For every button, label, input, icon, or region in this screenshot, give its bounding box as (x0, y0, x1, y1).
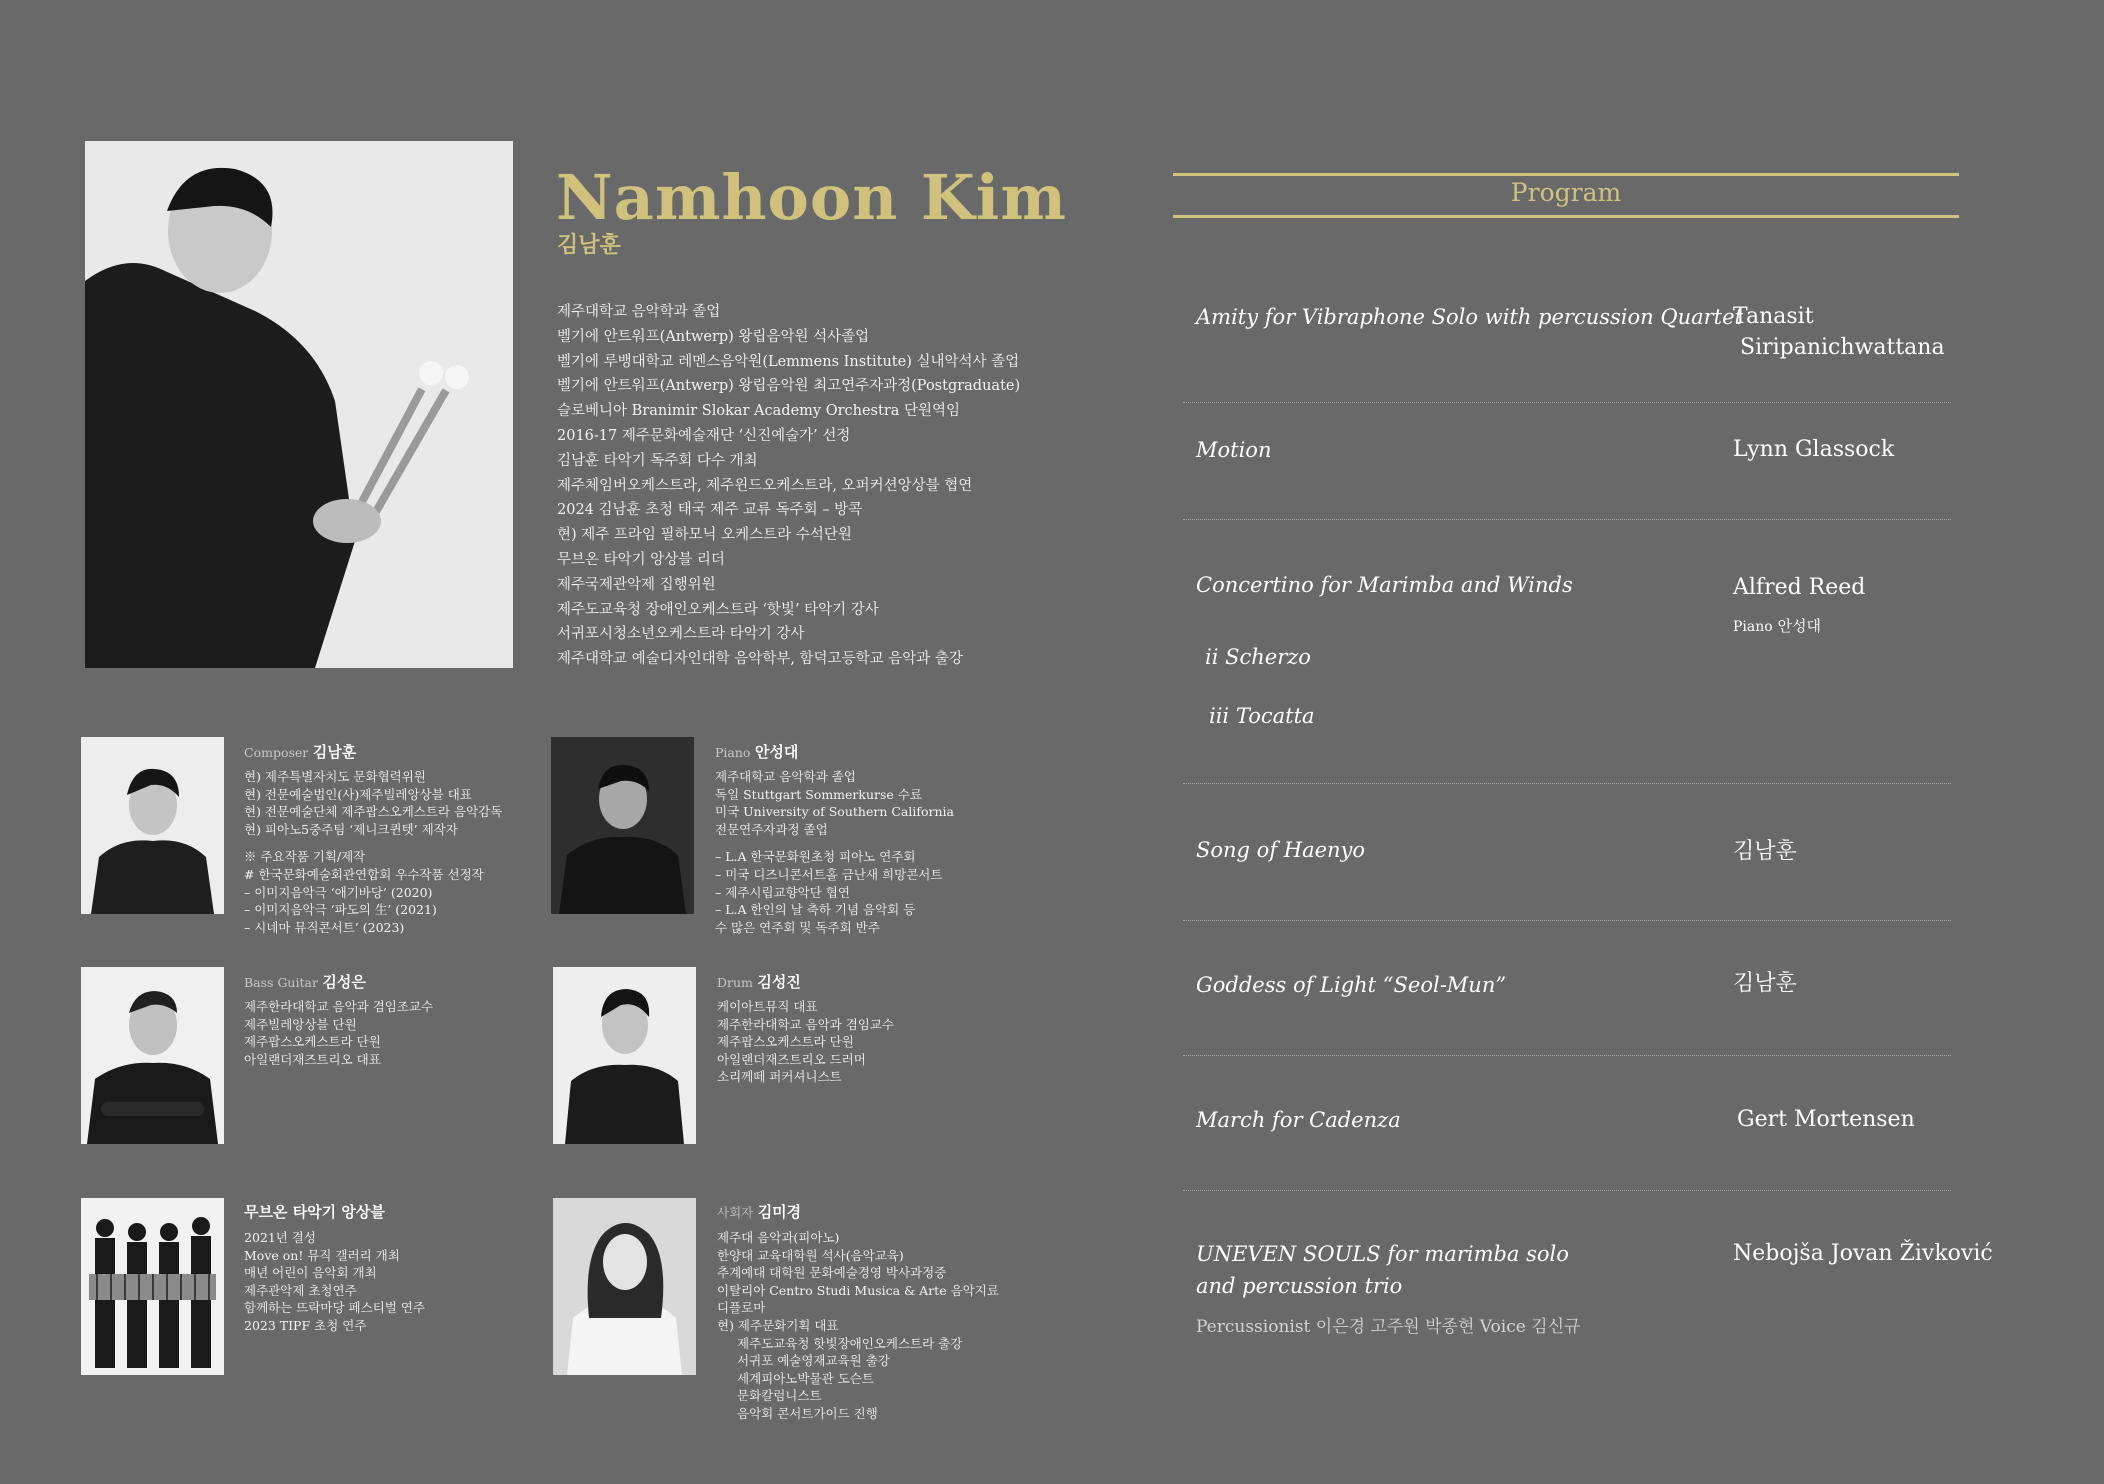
bio-line: ※ 주요작품 기획/제작 (244, 849, 366, 865)
bio-line: # 한국문화예술회관연합회 우수작품 선정작 (244, 866, 484, 882)
composer-bio (244, 768, 502, 936)
bio-line: 케이아트뮤직 대표 (717, 999, 818, 1014)
program-composer-6: Gert Mortensen (1737, 1107, 1915, 1132)
program-work-5: Goddess of Light “Seol-Mun” (1196, 973, 1507, 997)
program-bottom-rule (1173, 215, 1959, 218)
composer-role: Composer (244, 745, 309, 760)
composer-line: Siripanichwattana (1733, 335, 1945, 360)
composer-name: 김남훈 (312, 743, 357, 761)
bio-line: 현) 전문예술단체 제주팝스오케스트라 음악감독 (244, 804, 503, 820)
drummer-bio (717, 998, 894, 1086)
program-composer-5: 김남훈 (1733, 971, 1797, 996)
bio-line: 벨기에 안트워프(Antwerp) 왕립음악원 최고연주자과정(Postgraduate) (557, 378, 1021, 395)
bio-line: 2016-17 제주문화예술재단 ‘신진예술가’ 선정 (557, 427, 851, 444)
note-name: 안성대 (1777, 617, 1821, 635)
bio-line: 미국 University of Southern California (715, 804, 954, 820)
bio-line: 서귀포 예술영재교육원 출강 (737, 1353, 890, 1369)
program-work-7-line2: and percussion trio (1196, 1274, 1403, 1298)
bio-line: 한양대 교육대학원 석사(음악교육) (717, 1247, 904, 1263)
drummer-name: 김성진 (757, 973, 801, 991)
drummer-role: Drum (717, 975, 753, 990)
performer-name-ko: 김남훈 (557, 232, 621, 258)
program-movement: iii Tocatta (1209, 704, 1315, 728)
bio-line: 무브온 타악기 앙상블 리더 (557, 551, 725, 568)
program-divider (1183, 1055, 1951, 1056)
mc-role: 사회자 (717, 1205, 754, 1220)
bio-line: 벨기에 안트워프(Antwerp) 왕립음악원 석사졸업 (557, 328, 870, 345)
bio-line: 문화칼럼니스트 (737, 1388, 822, 1404)
drummer-photo (553, 967, 696, 1144)
bio-line: 아일랜더재즈트리오 드러머 (717, 1051, 866, 1067)
bio-line: 이탈리아 Centro Studi Musica & Arte 음악지료 (717, 1282, 999, 1298)
mc-heading (717, 1202, 801, 1223)
pianist-heading (715, 742, 798, 763)
note-label: Piano (1733, 619, 1773, 635)
bio-line: – 제주시립교향악단 협연 (715, 884, 850, 900)
bio-line: – L.A 한국문화원초청 피아노 연주회 (715, 849, 916, 865)
main-portrait-photo (85, 141, 513, 668)
program-work-6: March for Cadenza (1196, 1108, 1401, 1132)
bio-line: 음악회 콘서트가이드 진행 (737, 1405, 878, 1421)
bio-line: 디플로마 (717, 1300, 766, 1316)
bassist-photo (81, 967, 224, 1144)
ensemble-name: 무브온 타악기 앙상블 (244, 1203, 385, 1221)
bio-line: 제주한라대학교 음악과 겸임조교수 (244, 999, 434, 1014)
bio-line: 제주팝스오케스트라 단원 (244, 1034, 381, 1050)
composer-line: Tanasit (1733, 304, 1814, 329)
composer-photo (81, 737, 224, 914)
bassist-role: Bass Guitar (244, 975, 318, 990)
bio-line: – L.A 한인의 날 축하 기념 음악회 등 (715, 902, 916, 918)
program-top-rule (1173, 173, 1959, 176)
bio-line: 제주팝스오케스트라 단원 (717, 1034, 854, 1050)
bio-line: 제주대학교 예술디자인대학 음악학부, 함덕고등학교 음악과 출강 (557, 651, 963, 668)
bio-line: 함께하는 뜨락마당 페스티벌 연주 (244, 1300, 425, 1316)
bio-line: 소리께떼 퍼커셔니스트 (717, 1069, 842, 1085)
mc-photo (553, 1198, 696, 1375)
bassist-bio (244, 998, 433, 1068)
program-work-3: Concertino for Marimba and Winds (1196, 573, 1573, 597)
bio-line: 2021년 결성 (244, 1230, 317, 1245)
bio-line: – 미국 디즈니콘서트홀 금난새 희망콘서트 (715, 866, 943, 882)
bio-line: 제주대 음악과(피아노) (717, 1230, 840, 1245)
bio-line: 현) 전문예술법인(사)제주빌레앙상블 대표 (244, 786, 472, 802)
drummer-heading (717, 972, 801, 993)
bio-line: 현) 제주문화기획 대표 (717, 1317, 839, 1333)
bio-line: 제주빌레앙상블 단원 (244, 1016, 357, 1032)
bio-line: 제주관악제 초청연주 (244, 1282, 357, 1298)
bio-line: 제주도교육청 핫빛장애인오케스트라 출강 (737, 1335, 963, 1351)
program-composer-1 (1733, 301, 1945, 363)
bio-line: 제주한라대학교 음악과 겸임교수 (717, 1016, 894, 1032)
program-note-3 (1733, 615, 1821, 636)
program-movement: ii Scherzo (1205, 645, 1311, 669)
bio-line: 제주도교육청 장애인오케스트라 ‘핫빛’ 타악기 강사 (557, 601, 879, 618)
bio-line: 2023 TIPF 초청 연주 (244, 1317, 367, 1333)
program-composer-7: Nebojša Jovan Živković (1733, 1241, 1993, 1266)
bassist-heading (244, 972, 366, 993)
ensemble-heading (244, 1202, 385, 1223)
bio-line: 세계피아노박물관 도슨트 (737, 1370, 874, 1386)
program-composer-3: Alfred Reed (1733, 575, 1866, 600)
mc-name: 김미경 (757, 1203, 802, 1221)
program-title: Program (1510, 178, 1622, 207)
program-divider (1183, 783, 1951, 784)
bio-line: 현) 피아노5중주팀 ‘제니크퀸텟’ 제작자 (244, 821, 458, 837)
bio-line: 제주대학교 음악학과 졸업 (557, 304, 721, 320)
program-divider (1183, 402, 1951, 403)
bio-line: 현) 제주 프라임 필하모닉 오케스트라 수석단원 (557, 527, 852, 544)
pianist-role: Piano (715, 745, 751, 760)
bio-line: – 이미지음악극 ‘파도의 生’ (2021) (244, 902, 437, 918)
mc-bio (717, 1229, 999, 1423)
bio-line: 서귀포시청소년오케스트라 타악기 강사 (557, 626, 805, 643)
bio-line: 현) 제주특별자치도 문화협력위원 (244, 769, 426, 784)
bio-line: 독일 Stuttgart Sommerkurse 수료 (715, 786, 922, 802)
bio-line: 매년 어린이 음악회 개최 (244, 1265, 377, 1281)
bio-line: 전문연주자과정 졸업 (715, 821, 828, 837)
pianist-name: 안성대 (754, 743, 799, 761)
ensemble-bio (244, 1229, 425, 1335)
bio-line: Move on! 뮤직 갤러리 개최 (244, 1247, 400, 1263)
composer-heading (244, 742, 356, 763)
pianist-photo (551, 737, 694, 914)
program-work-4: Song of Haenyo (1196, 838, 1366, 862)
bio-line: 슬로베니아 Branimir Slokar Academy Orchestra 단원역임 (557, 403, 961, 420)
bio-line: 제주국제관악제 집행위원 (557, 576, 716, 593)
program-work-7: UNEVEN SOULS for marimba solo (1196, 1242, 1569, 1266)
bio-line: 아일랜더재즈트리오 대표 (244, 1051, 381, 1067)
program-work-2: Motion (1196, 438, 1272, 462)
bio-line: 제주대학교 음악학과 졸업 (715, 769, 856, 784)
bio-line: 2024 김남훈 초청 태국 제주 교류 독주회 – 방콕 (557, 502, 863, 519)
program-work-1: Amity for Vibraphone Solo with percussion Quartet (1196, 305, 1743, 329)
program-composer-4: 김남훈 (1733, 839, 1797, 864)
pianist-bio (715, 768, 954, 936)
performer-bio-list (557, 300, 1021, 672)
program-divider (1183, 920, 1951, 921)
program-performers: Percussionist 이은경 고주원 박종현 Voice 김신규 (1196, 1317, 1581, 1337)
bio-line: 김남훈 타악기 독주회 다수 개최 (557, 452, 758, 469)
program-divider (1183, 519, 1951, 520)
ensemble-photo (81, 1198, 224, 1375)
performer-name-en: Namhoon Kim (556, 161, 1067, 234)
bio-line: 추계예대 대학원 문화예술경영 박사과정중 (717, 1265, 947, 1281)
bio-line: 수 많은 연주회 및 독주회 반주 (715, 919, 880, 935)
program-divider (1183, 1190, 1951, 1191)
program-composer-2: Lynn Glassock (1733, 437, 1895, 462)
bassist-name: 김성은 (322, 973, 366, 991)
bio-line: – 이미지음악극 ‘애기바당’ (2020) (244, 884, 433, 900)
bio-line: 벨기에 루뱅대학교 레멘스음악원(Lemmens Institute) 실내악석사 졸업 (557, 353, 1020, 370)
bio-line: 제주체임버오케스트라, 제주윈드오케스트라, 오퍼커션앙상블 협연 (557, 477, 973, 494)
bio-line: – 시네마 뮤직콘서트’ (2023) (244, 919, 405, 935)
